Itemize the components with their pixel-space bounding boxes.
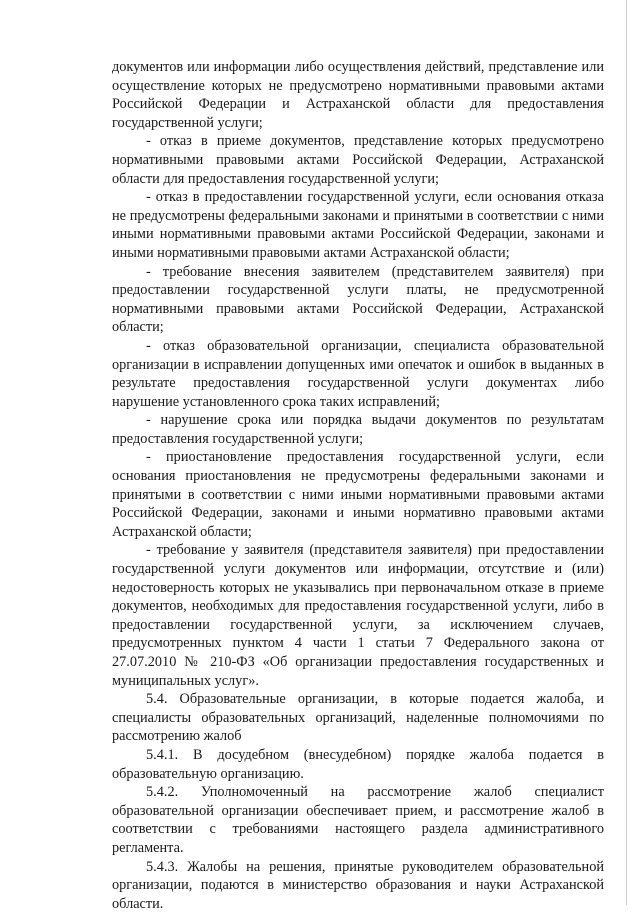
list-item-refusal-service: - отказ в предоставлении государственной услуги, если основания отказа не предусмотрены федеральными законами и принятыми в соответствии с ними иными нормативными правовыми актами Российской Федерации, законами и иными нормативными правовыми актами Астраханской области;: [112, 189, 604, 261]
section-5-4-1: 5.4.1. В досудебном (внесудебном) порядке жалоба подается в образовательную организацию.: [112, 746, 604, 782]
section-5-4: 5.4. Образовательные организации, в которые подается жалоба, и специалисты образовательных организаций, наделенные полномочиями по рассмотрению жалоб: [112, 691, 604, 745]
list-item-suspension: - приостановление предоставления государственной услуги, если основания приостановления не предусмотрены федеральными законами и принятыми в соответствии с ними иными нормативными правовыми актами Российской Федерации, законами и иными нормативно правовыми актами Астраханской области;: [112, 449, 604, 540]
list-item-delivery-violation: - нарушение срока или порядка выдачи документов по результатам предоставления государственной услуги;: [112, 412, 604, 447]
list-item-fee-requirement: - требование внесения заявителем (представителем заявителя) при предоставлении государственной услуги платы, не предусмотренной нормативными правовыми актами Российской Федерации, Астраханской области;: [112, 263, 604, 336]
list-item-extra-documents: - требование у заявителя (представителя заявителя) при предоставлении государственной услуги документов или информации, отсутствие и (или) недостоверность которых не указывались при первоначальном отказе в приеме документов, необходимых для предоставления государственной услуги, либо в предоставлении государственной услуги, за исключением случаев, предусмотренных пунктом 4 части 1 статьи 7 Федерального закона от 27.07.2010 № 210-ФЗ «Об организации предоставления государственных и муниципальных услуг».: [112, 542, 604, 689]
page-edge: [626, 0, 627, 905]
list-item-refusal-documents: - отказ в приеме документов, представление которых предусмотрено нормативными правовыми актами Российской Федерации, Астраханской области для предоставления государственной услуги;: [112, 133, 604, 187]
paragraph: документов или информации либо осуществления действий, представление или осуществление которых не предусмотрено нормативными правовыми актами Российской Федерации и Астраханской области для предоставления государственной услуги;: [112, 59, 604, 131]
document-text: [112, 58, 604, 913]
section-5-4-3: 5.4.3. Жалобы на решения, принятые руководителем образовательной организации, подаются в министерство образования и науки Астраханской области.: [112, 858, 604, 912]
section-5-4-2: 5.4.2. Уполномоченный на рассмотрение жалоб специалист образовательной организации обеспечивает прием, и рассмотрение жалоб в соответствии с требованиями настоящего раздела административного регламента.: [112, 784, 604, 856]
list-item-refusal-corrections: - отказ образовательной организации, специалиста образовательной организации в исправлении допущенных ими опечаток и ошибок в выданных в результате предоставления государственной услуги документах либо нарушение установленного срока таких исправлений;: [112, 337, 604, 410]
